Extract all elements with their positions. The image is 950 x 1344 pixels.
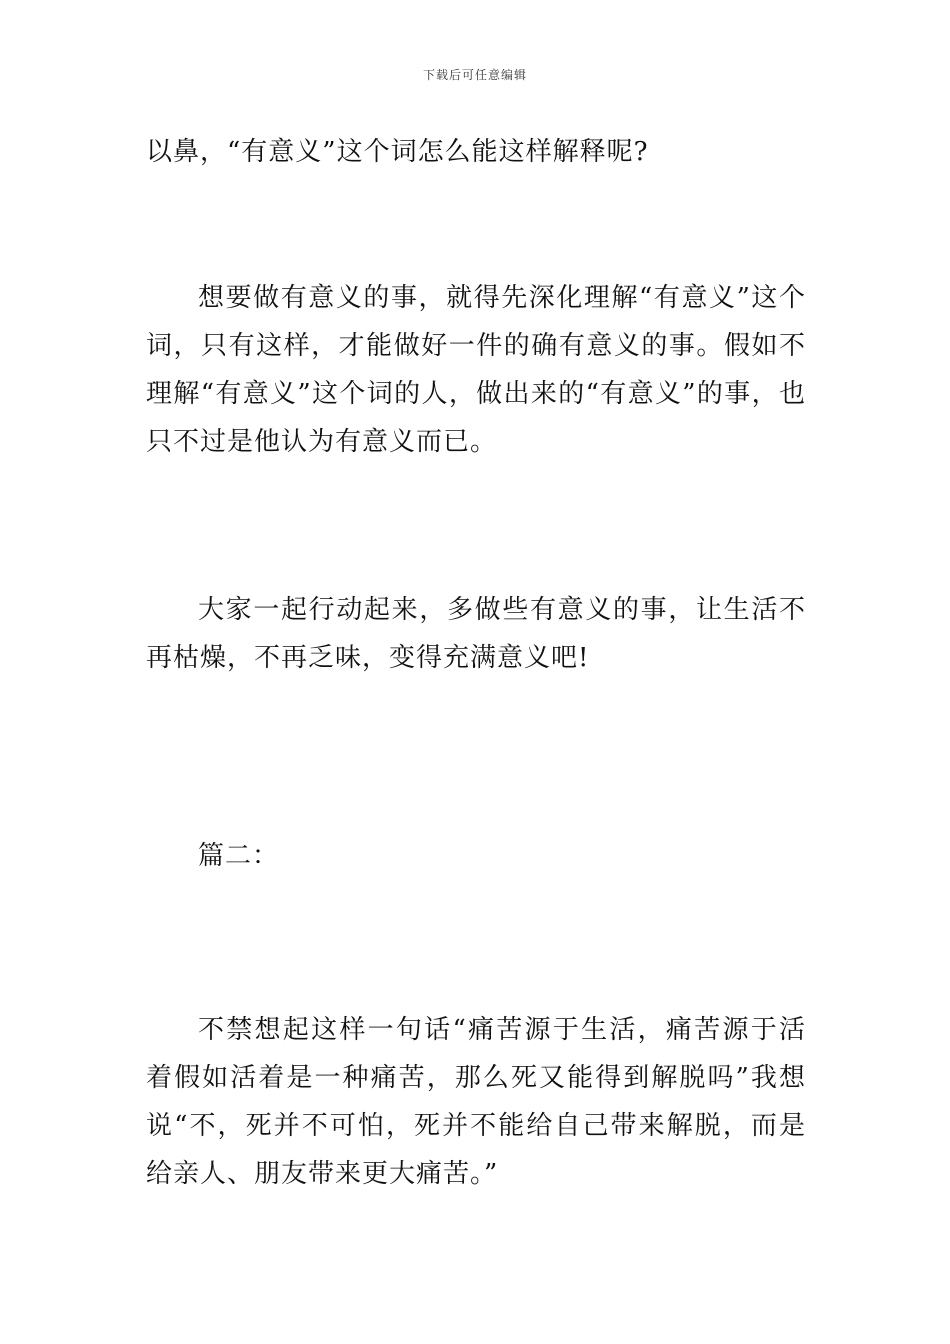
spacer bbox=[146, 682, 806, 832]
paragraph-pain-of-life: 不禁想起这样一句话“痛苦源于生活，痛苦源于活着假如活着是一种痛苦，那么死又能得到解脱吗”我想说“不，死并不可怕，死并不能给自己带来解脱，而是给亲人、朋友带来更大痛苦。” bbox=[146, 1015, 806, 1189]
document-body bbox=[146, 128, 806, 1198]
paragraph-call-to-action: 大家一起行动起来，多做些有意义的事，让生活不再枯燥，不再乏味，变得充满意义吧! bbox=[146, 595, 806, 673]
spacer bbox=[146, 466, 806, 586]
spacer bbox=[146, 880, 806, 1006]
spacer bbox=[146, 176, 806, 274]
section-heading: 篇二： bbox=[198, 841, 280, 871]
paragraph-continuation: 以鼻，“有意义”这个词怎么能这样解释呢? bbox=[146, 137, 649, 167]
page-header: 下载后可任意编辑 bbox=[422, 68, 527, 82]
paragraph-meaning: 想要做有意义的事，就得先深化理解“有意义”这个词，只有这样，才能做好一件的确有意义的事。假如不理解“有意义”这个词的人，做出来的“有意义”的事，也只不过是他认为有意义而已。 bbox=[146, 283, 806, 457]
